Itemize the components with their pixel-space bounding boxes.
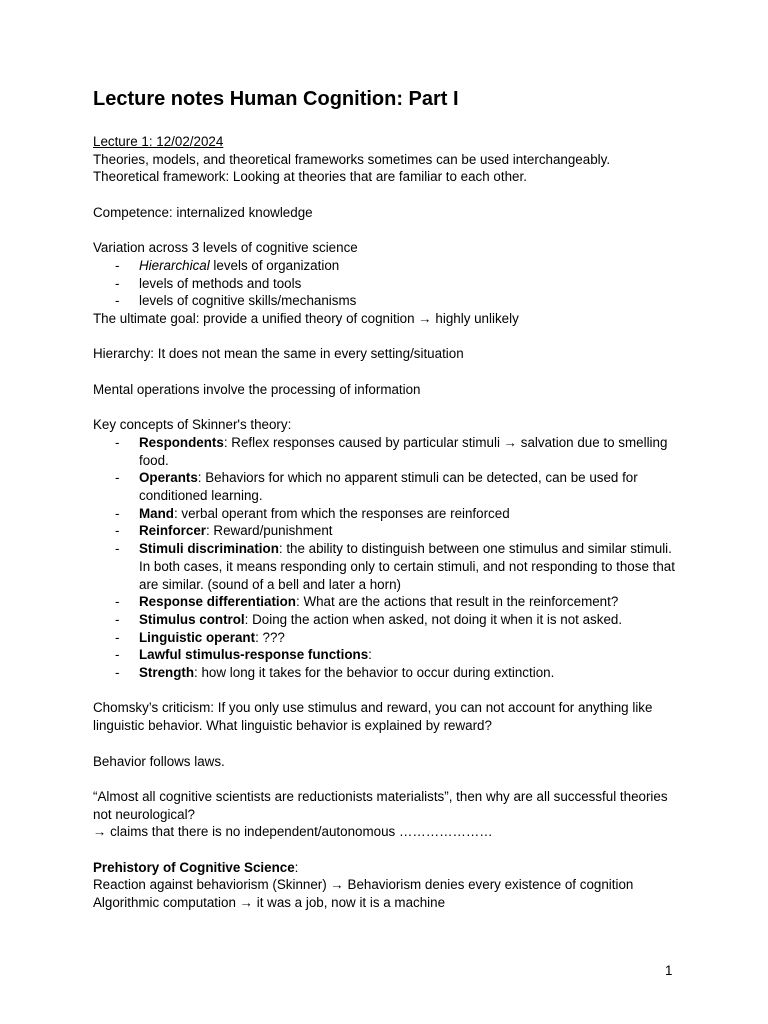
skinner-concepts-list — [93, 434, 683, 682]
hierarchy-paragraph: Hierarchy: It does not mean the same in every setting/situation — [93, 346, 464, 362]
prehistory-line: Algorithmic computation → it was a job, now it is a machine — [93, 895, 446, 911]
prehistory-heading-text: Prehistory of Cognitive Science — [93, 859, 295, 875]
concept-term: Linguistic operant — [139, 629, 256, 645]
spacer — [93, 186, 683, 204]
concept-term: Stimuli discrimination — [139, 541, 279, 557]
concept-term: Response differentiation — [139, 594, 296, 610]
skinner-heading: Key concepts of Skinner's theory: — [93, 417, 292, 433]
prehistory-heading-colon: : — [294, 859, 299, 875]
spacer — [93, 735, 683, 753]
concept-definition: : verbal operant from which the responses are reinforced — [173, 505, 510, 521]
concept-term: Operants — [139, 470, 198, 486]
spacer — [93, 770, 683, 788]
spacer — [93, 328, 683, 346]
list-item — [93, 593, 683, 611]
prehistory-heading — [93, 859, 683, 877]
quote-paragraph: “Almost all cognitive scientists are reductionists materialists”, then why are all successful theories not neurological? — [93, 788, 668, 822]
list-item-text: levels of cognitive skills/mechanisms — [139, 293, 357, 309]
spacer — [93, 363, 683, 381]
concept-definition: : What are the actions that result in the reinforcement? — [296, 594, 619, 610]
list-item — [93, 522, 683, 540]
concept-definition: : how long it takes for the behavior to occur during extinction. — [194, 665, 555, 681]
list-item — [93, 275, 683, 293]
concept-term: Respondents — [139, 434, 224, 450]
list-item — [93, 257, 683, 275]
variation-heading: Variation across 3 levels of cognitive science — [93, 240, 358, 256]
intro-line: Theoretical framework: Looking at theories that are familiar to each other. — [93, 169, 527, 185]
spacer — [93, 398, 683, 416]
list-item — [93, 505, 683, 523]
concept-definition: : Reward/punishment — [205, 523, 333, 539]
list-item — [93, 469, 683, 504]
concept-term: Lawful stimulus-response functions — [139, 647, 369, 663]
list-item-text: levels of methods and tools — [139, 275, 302, 291]
variation-list — [93, 257, 683, 310]
concept-term: Strength — [139, 665, 195, 681]
lecture-heading: Lecture 1: 12/02/2024 — [93, 134, 224, 149]
list-item — [93, 292, 683, 310]
emphasis-text: Hierarchical — [139, 257, 210, 273]
concept-definition: : Behaviors for which no apparent stimuli can be detected, can be used for conditioned learning. — [139, 470, 638, 503]
concept-definition: : Reflex responses caused by particular stimuli → salvation due to smelling food. — [139, 434, 668, 468]
concept-term: Reinforcer — [139, 523, 206, 539]
intro-line: Theories, models, and theoretical frameworks sometimes can be used interchangeably. — [93, 151, 611, 167]
document-body — [93, 86, 683, 912]
mental-operations-paragraph: Mental operations involve the processing of information — [93, 381, 421, 397]
list-item — [93, 434, 683, 469]
list-item — [93, 664, 683, 682]
list-item — [93, 540, 683, 593]
goal-paragraph: The ultimate goal: provide a unified theory of cognition → highly unlikely — [93, 311, 519, 326]
chomsky-paragraph: Chomsky’s criticism: If you only use stimulus and reward, you can not account for anything like linguistic behavior. What linguistic behavior is explained by reward? — [93, 700, 653, 734]
spacer — [93, 841, 683, 859]
laws-paragraph: Behavior follows laws. — [93, 753, 225, 769]
competence-paragraph: Competence: internalized knowledge — [93, 204, 313, 220]
page-number: 1 — [665, 963, 673, 978]
concept-definition: : the ability to distinguish between one stimulus and similar stimuli. In both cases, it means responding only to certain stimuli, and not responding to those that are similar. (sound of a bell and later a horn) — [139, 541, 675, 592]
spacer — [93, 222, 683, 240]
concept-definition: : Doing the action when asked, not doing it when it is not asked. — [244, 611, 623, 627]
list-item — [93, 646, 683, 664]
list-item-text: levels of organization — [209, 257, 340, 273]
concept-term: Mand — [139, 505, 174, 521]
quote-followup: → claims that there is no independent/autonomous ………………… — [93, 824, 493, 840]
list-item — [93, 629, 683, 647]
spacer — [93, 682, 683, 700]
concept-term: Stimulus control — [139, 611, 245, 627]
list-item — [93, 611, 683, 629]
concept-definition: : — [368, 647, 372, 663]
page-title: Lecture notes Human Cognition: Part I — [93, 88, 459, 110]
prehistory-line: Reaction against behaviorism (Skinner) → Behaviorism denies every existence of cognition — [93, 877, 634, 893]
concept-definition: : ??? — [255, 629, 285, 645]
